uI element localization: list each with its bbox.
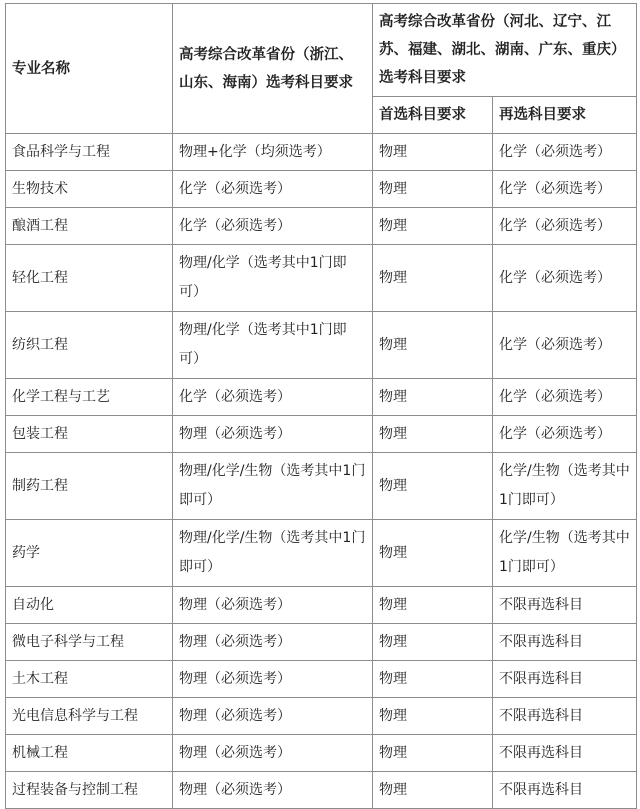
cell-second-subject: 化学（必须选考） bbox=[493, 379, 637, 416]
cell-major: 包装工程 bbox=[6, 416, 173, 453]
table-row bbox=[6, 208, 637, 245]
cell-zone1-requirement: 物理（必须选考） bbox=[173, 772, 373, 809]
cell-zone1-requirement: 物理（必须选考） bbox=[173, 735, 373, 772]
cell-second-subject: 化学（必须选考） bbox=[493, 134, 637, 171]
cell-zone1-requirement: 物理（必须选考） bbox=[173, 624, 373, 661]
table-row bbox=[6, 661, 637, 698]
cell-major: 化学工程与工艺 bbox=[6, 379, 173, 416]
header-zone1-requirements: 高考综合改革省份（浙江、山东、海南）选考科目要求 bbox=[173, 4, 373, 134]
cell-major: 微电子科学与工程 bbox=[6, 624, 173, 661]
table-row bbox=[6, 312, 637, 379]
cell-major: 机械工程 bbox=[6, 735, 173, 772]
cell-first-subject: 物理 bbox=[373, 312, 493, 379]
cell-second-subject: 化学/生物（选考其中1门即可） bbox=[493, 520, 637, 587]
cell-first-subject: 物理 bbox=[373, 453, 493, 520]
cell-major: 酿酒工程 bbox=[6, 208, 173, 245]
table-row bbox=[6, 587, 637, 624]
cell-major: 过程装备与控制工程 bbox=[6, 772, 173, 809]
cell-second-subject: 化学（必须选考） bbox=[493, 208, 637, 245]
cell-first-subject: 物理 bbox=[373, 379, 493, 416]
cell-zone1-requirement: 物理（必须选考） bbox=[173, 416, 373, 453]
cell-zone1-requirement: 物理/化学/生物（选考其中1门即可） bbox=[173, 453, 373, 520]
cell-major: 食品科学与工程 bbox=[6, 134, 173, 171]
cell-major: 光电信息科学与工程 bbox=[6, 698, 173, 735]
cell-major: 纺织工程 bbox=[6, 312, 173, 379]
cell-first-subject: 物理 bbox=[373, 208, 493, 245]
cell-first-subject: 物理 bbox=[373, 624, 493, 661]
cell-second-subject: 不限再选科目 bbox=[493, 661, 637, 698]
cell-zone1-requirement: 物理+化学（均须选考） bbox=[173, 134, 373, 171]
header-row bbox=[6, 4, 637, 97]
table-row bbox=[6, 772, 637, 809]
cell-first-subject: 物理 bbox=[373, 698, 493, 735]
cell-major: 制药工程 bbox=[6, 453, 173, 520]
cell-major: 轻化工程 bbox=[6, 245, 173, 312]
cell-zone1-requirement: 物理（必须选考） bbox=[173, 587, 373, 624]
header-zone2-requirements: 高考综合改革省份（河北、辽宁、江苏、福建、湖北、湖南、广东、重庆）选考科目要求 bbox=[373, 4, 637, 97]
cell-zone1-requirement: 物理/化学（选考其中1门即可） bbox=[173, 245, 373, 312]
cell-major: 土木工程 bbox=[6, 661, 173, 698]
table-row bbox=[6, 416, 637, 453]
cell-zone1-requirement: 物理/化学（选考其中1门即可） bbox=[173, 312, 373, 379]
cell-first-subject: 物理 bbox=[373, 134, 493, 171]
cell-second-subject: 不限再选科目 bbox=[493, 735, 637, 772]
table-row bbox=[6, 379, 637, 416]
table-row bbox=[6, 171, 637, 208]
table-row bbox=[6, 735, 637, 772]
cell-zone1-requirement: 物理（必须选考） bbox=[173, 698, 373, 735]
header-major: 专业名称 bbox=[6, 4, 173, 134]
cell-second-subject: 化学（必须选考） bbox=[493, 312, 637, 379]
cell-major: 自动化 bbox=[6, 587, 173, 624]
table-row bbox=[6, 134, 637, 171]
cell-second-subject: 不限再选科目 bbox=[493, 624, 637, 661]
cell-first-subject: 物理 bbox=[373, 772, 493, 809]
table-row bbox=[6, 453, 637, 520]
cell-zone1-requirement: 化学（必须选考） bbox=[173, 171, 373, 208]
cell-first-subject: 物理 bbox=[373, 520, 493, 587]
header-second-subject: 再选科目要求 bbox=[493, 97, 637, 134]
cell-zone1-requirement: 物理/化学/生物（选考其中1门即可） bbox=[173, 520, 373, 587]
cell-zone1-requirement: 物理（必须选考） bbox=[173, 661, 373, 698]
header-first-subject: 首选科目要求 bbox=[373, 97, 493, 134]
cell-zone1-requirement: 化学（必须选考） bbox=[173, 208, 373, 245]
cell-major: 药学 bbox=[6, 520, 173, 587]
cell-first-subject: 物理 bbox=[373, 416, 493, 453]
cell-major: 生物技术 bbox=[6, 171, 173, 208]
cell-second-subject: 化学（必须选考） bbox=[493, 171, 637, 208]
subject-requirements-table bbox=[5, 3, 637, 809]
cell-second-subject: 不限再选科目 bbox=[493, 772, 637, 809]
table-row bbox=[6, 624, 637, 661]
cell-first-subject: 物理 bbox=[373, 587, 493, 624]
cell-zone1-requirement: 化学（必须选考） bbox=[173, 379, 373, 416]
cell-second-subject: 化学/生物（选考其中1门即可） bbox=[493, 453, 637, 520]
cell-second-subject: 化学（必须选考） bbox=[493, 416, 637, 453]
table-row bbox=[6, 698, 637, 735]
table-row bbox=[6, 245, 637, 312]
cell-first-subject: 物理 bbox=[373, 661, 493, 698]
table-row bbox=[6, 520, 637, 587]
cell-second-subject: 化学（必须选考） bbox=[493, 245, 637, 312]
cell-first-subject: 物理 bbox=[373, 171, 493, 208]
cell-second-subject: 不限再选科目 bbox=[493, 587, 637, 624]
cell-second-subject: 不限再选科目 bbox=[493, 698, 637, 735]
cell-first-subject: 物理 bbox=[373, 735, 493, 772]
cell-first-subject: 物理 bbox=[373, 245, 493, 312]
